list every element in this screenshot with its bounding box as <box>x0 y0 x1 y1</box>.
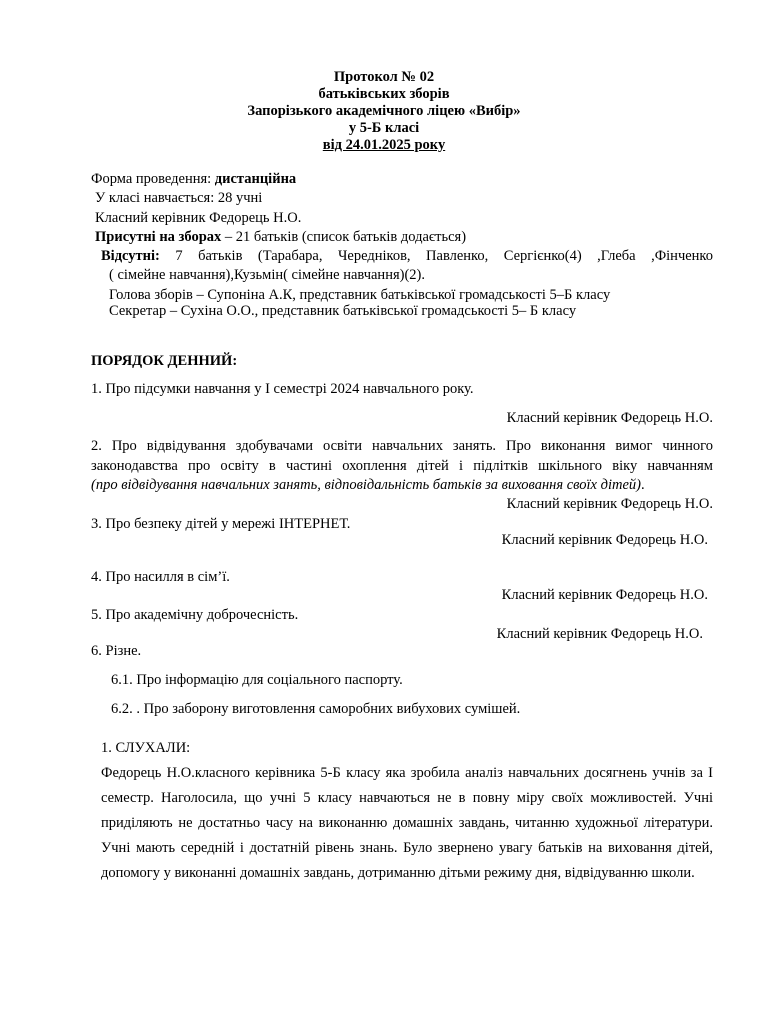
present-value: – 21 батьків (список батьків додається) <box>221 229 467 245</box>
agenda-item-4: 4. Про насилля в сім’ї. <box>91 569 230 585</box>
protocol-title: Протокол № 02 <box>333 69 435 85</box>
form-label: Форма проведення: <box>91 171 215 187</box>
agenda-title: ПОРЯДОК ДЕННИЙ: <box>91 353 238 369</box>
agenda-item-1: 1. Про підсумки навчання у І семестрі 2024 навчального року. <box>91 381 474 397</box>
class-teacher: Класний керівник Федорець Н.О. <box>95 210 302 226</box>
protocol-date: від 24.01.2025 року <box>322 137 446 153</box>
agenda-item-6-1: 6.1. Про інформацію для соціального паспорту. <box>111 672 403 688</box>
agenda-item-3-responsible: Класний керівник Федорець Н.О. <box>501 532 708 548</box>
agenda-item-5: 5. Про академічну доброчесність. <box>91 607 299 623</box>
absent-line-2: ( сімейне навчання),Кузьмін( сімейне навчання)(2). <box>109 267 425 283</box>
agenda-item-6-2: 6.2. . Про заборону виготовлення саморобних вибухових сумішей. <box>111 701 521 717</box>
secretary-line: Секретар – Сухіна О.О., представник батьківської громадськості 5– Б класу <box>109 303 577 319</box>
present-label: Присутні на зборах <box>95 229 222 245</box>
protocol-subtitle: батьківських зборів <box>318 86 450 102</box>
heard-title: 1. СЛУХАЛИ: <box>101 740 191 756</box>
class-name: у 5-Б класі <box>348 120 420 136</box>
agenda-item-2-line-3: (про відвідування навчальних занять, відповідальність батьків за виховання своїх дітей). <box>91 477 645 493</box>
agenda-item-4-responsible: Класний керівник Федорець Н.О. <box>501 587 708 603</box>
agenda-item-2-note: (про відвідування навчальних занять, відповідальність батьків за виховання своїх дітей) <box>91 477 641 493</box>
absent-value: 7 батьків (Тарабара, Чередніков, Павленко, Сергієнко(4) ,Глеба ,Фінченко <box>159 248 713 264</box>
agenda-item-2-line-1: 2. Про відвідування здобувачами освіти навчальних занять. Про виконання вимог чинного <box>91 438 713 454</box>
chair-line: Голова зборів – Супоніна А.К, представник батьківської громадськості 5–Б класу <box>109 287 611 303</box>
agenda-item-1-responsible: Класний керівник Федорець Н.О. <box>506 410 713 426</box>
agenda-item-2-responsible: Класний керівник Федорець Н.О. <box>506 496 713 512</box>
agenda-item-6: 6. Різне. <box>91 643 142 659</box>
present-line <box>95 228 466 246</box>
absent-line <box>101 247 713 265</box>
agenda-item-3: 3. Про безпеку дітей у мережі ІНТЕРНЕТ. <box>91 516 351 532</box>
heard-text: Федорець Н.О.класного керівника 5-Б класу яка зробила аналіз навчальних досягнень учнів за І семестр. Наголосила, що учні 5 класу навчаються не в повну міру своїх можливостей. Учні приділяють не достатньо часу на виконанню домашніх завдань, читанню художньої літератури. Учні мають середній і достатній рівень знань. Було звернено увагу батьків на виховання дітей, допомогу у виконанні домашніх завдань, дотриманню дітьми режиму дня, відвідуванню школи. <box>101 765 713 881</box>
agenda-item-5-responsible: Класний керівник Федорець Н.О. <box>496 626 703 642</box>
students-count: У класі навчається: 28 учні <box>95 190 263 206</box>
agenda-item-2-line-2: законодавства про освіту в частині охоплення дітей і підлітків шкільного віку навчанням <box>91 458 713 474</box>
school-name: Запорізького академічного ліцею «Вибір» <box>247 103 521 119</box>
absent-label: Відсутні: <box>101 248 160 264</box>
form-line <box>91 170 296 188</box>
form-value: дистанційна <box>214 171 297 187</box>
